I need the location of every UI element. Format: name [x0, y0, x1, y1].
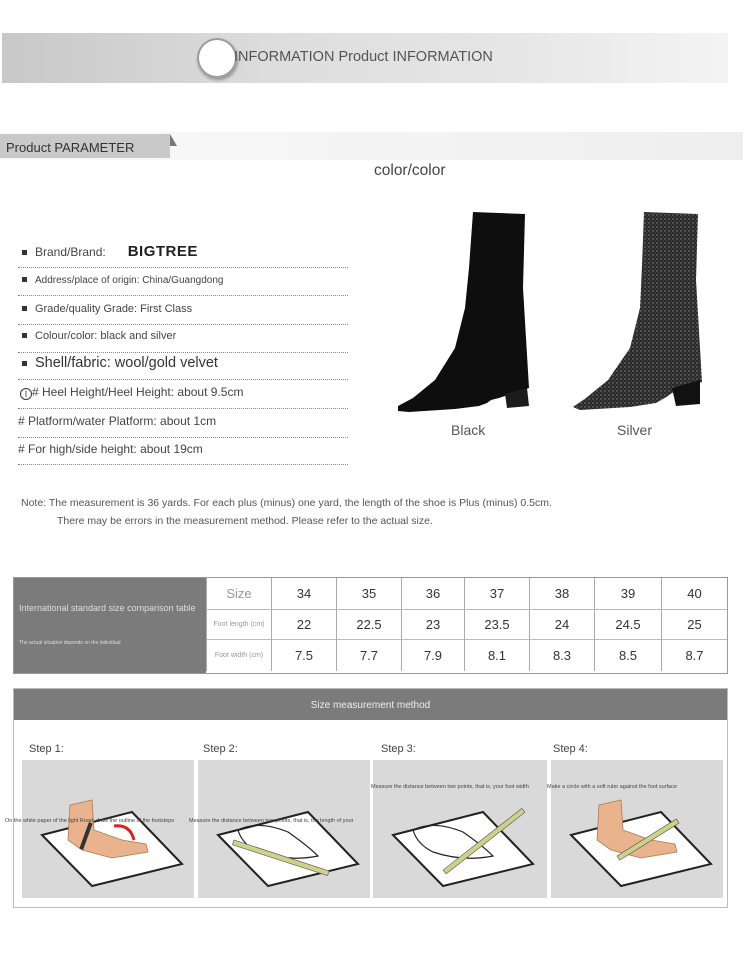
foot-outline-drawing	[22, 760, 194, 898]
foot-length-cell: 24.5	[594, 609, 661, 639]
banner-title: INFORMATION Product INFORMATION	[234, 49, 493, 65]
bullet-icon	[22, 277, 27, 282]
spec-platform	[18, 414, 348, 438]
step-3-illustration	[373, 760, 547, 898]
step-4-label: Step 4:	[553, 743, 588, 755]
spec-origin-text: Address/place of origin: China/Guangdong	[35, 275, 224, 286]
foot-length-cell: 24	[529, 609, 594, 639]
foot-width-cell: 8.7	[661, 639, 727, 671]
size-table-title: International standard size comparison table	[19, 603, 196, 613]
bullet-icon	[22, 250, 27, 255]
size-cell: 34	[271, 578, 336, 609]
spec-heel	[18, 385, 348, 409]
step-2-note: Measure the distance between two points, that is, the length of your	[189, 818, 354, 824]
foot-length-cell: 23.5	[464, 609, 529, 639]
black-boot-image	[395, 208, 555, 418]
size-cell: 40	[661, 578, 727, 609]
size-grid	[206, 578, 727, 673]
measurement-method-panel	[5, 688, 728, 908]
step-3-label: Step 3:	[381, 743, 416, 755]
size-comparison-table	[13, 577, 728, 674]
spec-high-text: # For high/side height: about 19cm	[18, 442, 203, 456]
spec-platform-text: # Platform/water Platform: about 1cm	[18, 414, 217, 428]
silver-boot-image	[572, 210, 722, 420]
step-2-illustration	[198, 760, 370, 898]
step-1-note: On the white paper of the light Road, draw the outline of the footsteps	[5, 818, 175, 824]
size-cell: 37	[464, 578, 529, 609]
spec-heel-text: # Heel Height/Heel Height: about 9.5cm	[32, 385, 244, 399]
foot-width-cell: 7.7	[336, 639, 401, 671]
color-title: color/color	[374, 162, 446, 179]
bullet-icon	[22, 361, 27, 366]
parameter-label: Product PARAMETER	[0, 134, 170, 158]
spec-colour-text: Colour/color: black and silver	[35, 330, 177, 342]
spec-colour	[18, 330, 348, 353]
spec-brand-label: Brand/Brand:	[35, 245, 106, 259]
bullet-icon	[22, 333, 27, 338]
note-line-2: There may be errors in the measurement method. Please refer to the actual size.	[57, 515, 433, 527]
size-cell: 35	[336, 578, 401, 609]
black-caption: Black	[451, 422, 486, 438]
silver-caption: Silver	[617, 422, 653, 438]
foot-width-cell: 7.5	[271, 639, 336, 671]
foot-width-cell: 8.3	[529, 639, 594, 671]
step-1-illustration	[22, 760, 194, 898]
foot-length-header: Foot length (cm)	[206, 609, 271, 639]
spec-origin	[18, 273, 348, 296]
spec-shell-text: Shell/fabric: wool/gold velvet	[35, 355, 218, 371]
step-4-illustration	[551, 760, 723, 898]
measurement-method-title: Size measurement method	[14, 689, 727, 720]
info-circle-icon: I	[20, 388, 32, 400]
size-cell: 38	[529, 578, 594, 609]
brand-logo: BIGTREE	[127, 243, 198, 260]
foot-length-cell: 23	[401, 609, 464, 639]
spec-grade	[18, 303, 348, 325]
size-table-side-panel	[14, 578, 206, 673]
size-header: Size	[206, 578, 271, 609]
foot-length-cell: 22	[271, 609, 336, 639]
size-cell: 36	[401, 578, 464, 609]
parameter-tab-corner	[170, 134, 177, 146]
step-3-note: Measure the distance between two points, that is, your foot width	[371, 784, 529, 790]
foot-length-drawing	[198, 760, 370, 898]
foot-circumference-drawing	[551, 760, 723, 898]
foot-width-cell: 8.5	[594, 639, 661, 671]
step-1-label: Step 1:	[29, 743, 64, 755]
foot-width-drawing	[373, 760, 547, 898]
step-4-note: Make a circle with a soft ruler against the foot surface	[547, 784, 677, 790]
spec-brand	[18, 243, 348, 268]
foot-length-cell: 25	[661, 609, 727, 639]
spec-grade-text: Grade/quality Grade: First Class	[35, 303, 193, 315]
bullet-icon	[22, 306, 27, 311]
size-cell: 39	[594, 578, 661, 609]
foot-width-cell: 7.9	[401, 639, 464, 671]
size-table-subtitle: The actual situation depends on the individual	[19, 640, 121, 646]
note-line-1: Note: The measurement is 36 yards. For each plus (minus) one yard, the length of the shoe is Plus (minus) 0.5cm.	[21, 497, 552, 509]
spec-shell	[18, 355, 348, 380]
foot-width-cell: 8.1	[464, 639, 529, 671]
step-2-label: Step 2:	[203, 743, 238, 755]
foot-length-cell: 22.5	[336, 609, 401, 639]
foot-width-header: Foot width (cm)	[206, 639, 271, 671]
banner-circle-ornament	[197, 38, 237, 78]
spec-high	[18, 442, 348, 465]
